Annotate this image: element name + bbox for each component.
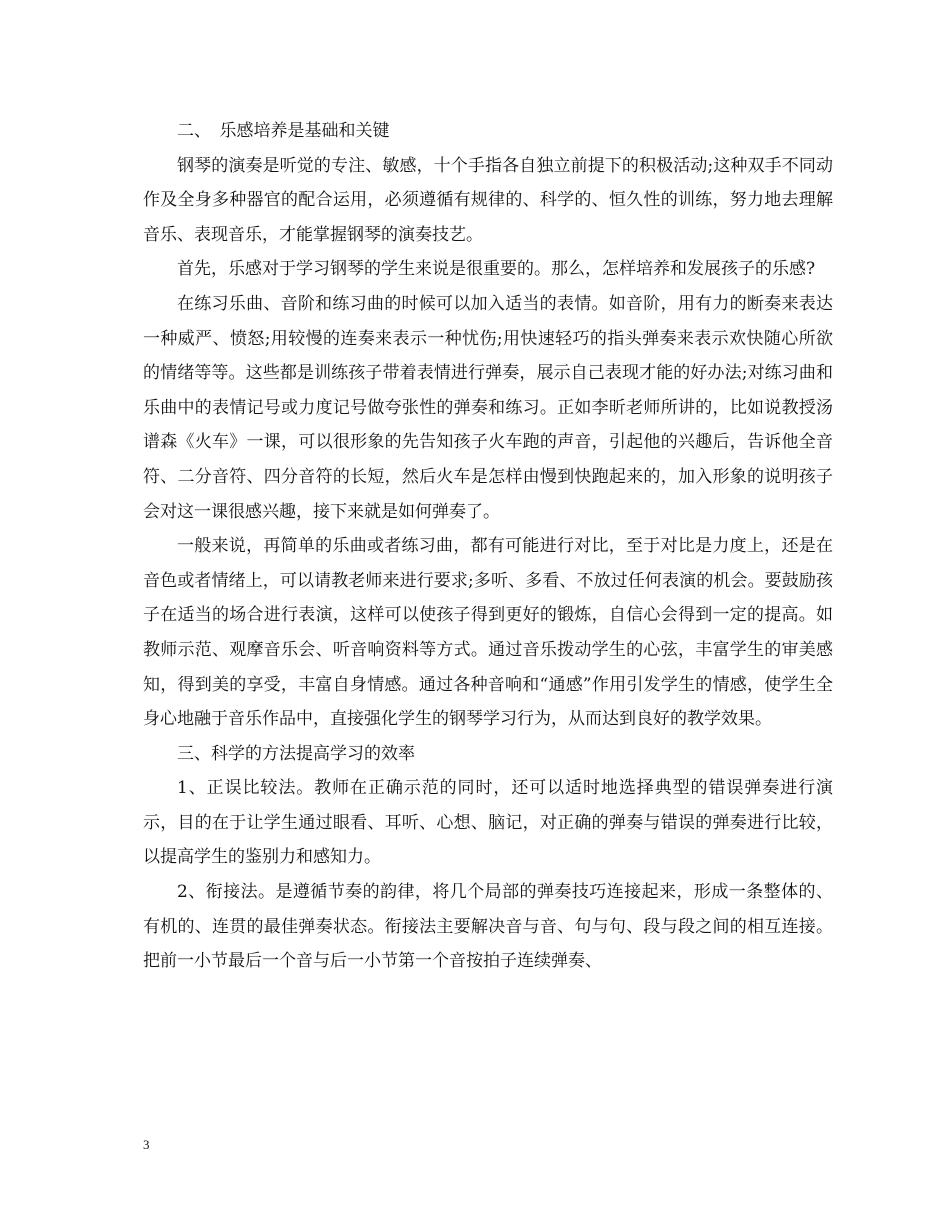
body-paragraph: 在练习乐曲、音阶和练习曲的时候可以加入适当的表情。如音阶，用有力的断奏来表达一种威严、愤怒;用较慢的连奏来表示一种忧伤;用快速轻巧的指头弹奏来表示欢快随心所欲的情绪等等。这些都是训练孩子带着表情进行弹奏，展示自己表现才能的好办法;对练习曲和乐曲中的表情记号或力度记号做夸张性的弹奏和练习。正如李昕老师所讲的，比如说教授汤谱森《火车》一课，可以很形象的先告知孩子火车跑的声音，引起他的兴趣后，告诉他全音符、二分音符、四分音符的长短，然后火车是怎样由慢到快跑起来的，加入形象的说明孩子会对这一课很感兴趣，接下来就是如何弹奏了。 (143, 293, 833, 522)
body-paragraph: 首先，乐感对于学习钢琴的学生来说是很重要的。那么，怎样培养和发展孩子的乐感? (177, 259, 816, 280)
body-paragraph: 一般来说，再简单的乐曲或者练习曲，都有可能进行对比，至于对比是力度上，还是在音色或者情绪上，可以请教老师来进行要求;多听、多看、不放过任何表演的机会。要鼓励孩子在适当的场合进行表演，这样可以使孩子得到更好的锻炼，自信心会得到一定的提高。如教师示范、观摩音乐会、听音响资料等方式。通过音乐拨动学生的心弦，丰富学生的审美感知，得到美的享受，丰富自身情感。通过各种音响和“通感”作用引发学生的情感，使学生全身心地融于音乐作品中，直接强化学生的钢琴学习行为，从而达到良好的教学效果。 (143, 536, 833, 730)
page-number: 3 (143, 1137, 150, 1152)
body-paragraph: 2、衔接法。是遵循节奏的韵律，将几个局部的弹奏技巧连接起来，形成一条整体的、有机的、连贯的最佳弹奏状态。衔接法主要解决音与音、句与句、段与段之间的相互连接。把前一小节最后一个音与后一小节第一个音按拍子连续弹奏、 (143, 882, 833, 972)
body-paragraph: 钢琴的演奏是听觉的专注、敏感，十个手指各自独立前提下的积极活动;这种双手不同动作及全身多种器官的配合运用，必须遵循有规律的、科学的、恒久性的训练，努力地去理解音乐、表现音乐，才能掌握钢琴的演奏技艺。 (143, 155, 833, 245)
section-heading: 二、 乐感培养是基础和关键 (177, 121, 390, 141)
document-body (143, 114, 833, 979)
section-heading: 三、科学的方法提高学习的效率 (177, 743, 415, 764)
body-paragraph: 1、正误比较法。教师在正确示范的同时，还可以适时地选择典型的错误弹奏进行演示，目的在于让学生通过眼看、耳听、心想、脑记，对正确的弹奏与错误的弹奏进行比较，以提高学生的鉴别力和感知力。 (143, 778, 833, 868)
